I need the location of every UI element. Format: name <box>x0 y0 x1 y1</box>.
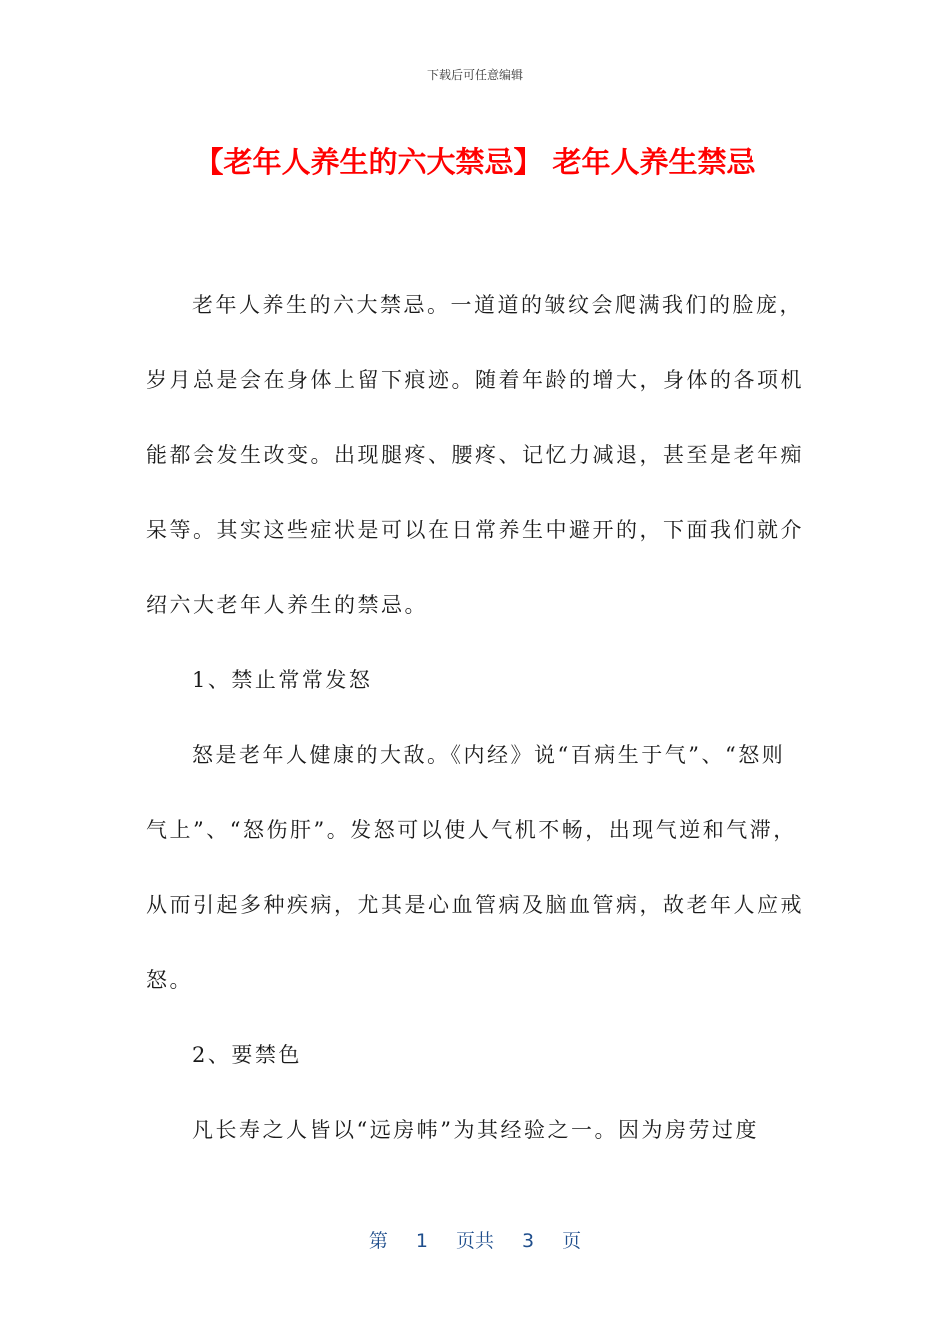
section-heading-2: 2、要禁色 <box>192 1043 302 1067</box>
paragraph-section-1: 怒是老年人健康的大敌。《内经》说“百病生于气”、“怒则气上”、“怒伤肝”。发怒可以使人气机不畅，出现气逆和气滞，从而引起多种疾病，尤其是心血管病及脑血管病，故老年人应戒怒。 <box>146 743 804 992</box>
page-footer <box>0 1226 950 1253</box>
paragraph-section-2: 凡长寿之人皆以“远房帏”为其经验之一。因为房劳过度 <box>192 1118 759 1142</box>
footer-prefix: 第 <box>368 1230 388 1252</box>
paragraph-intro: 老年人养生的六大禁忌。一道道的皱纹会爬满我们的脸庞，岁月总是会在身体上留下痕迹。随着年龄的增大，身体的各项机能都会发生改变。出现腿疼、腰疼、记忆力减退，甚至是老年痴呆等。其实这些症状是可以在日常养生中避开的，下面我们就介绍六大老年人养生的禁忌。 <box>146 293 804 617</box>
footer-middle: 页共 <box>455 1230 494 1252</box>
section-heading-1: 1、禁止常常发怒 <box>192 668 373 692</box>
header-note: 下载后可任意编辑 <box>426 68 523 82</box>
footer-page-number: 1 <box>415 1230 428 1252</box>
footer-suffix: 页 <box>562 1230 582 1252</box>
document-title: 【老年人养生的六大禁忌】 老年人养生禁忌 <box>194 145 756 179</box>
footer-total-pages: 3 <box>522 1230 535 1252</box>
document-body <box>146 268 804 1168</box>
